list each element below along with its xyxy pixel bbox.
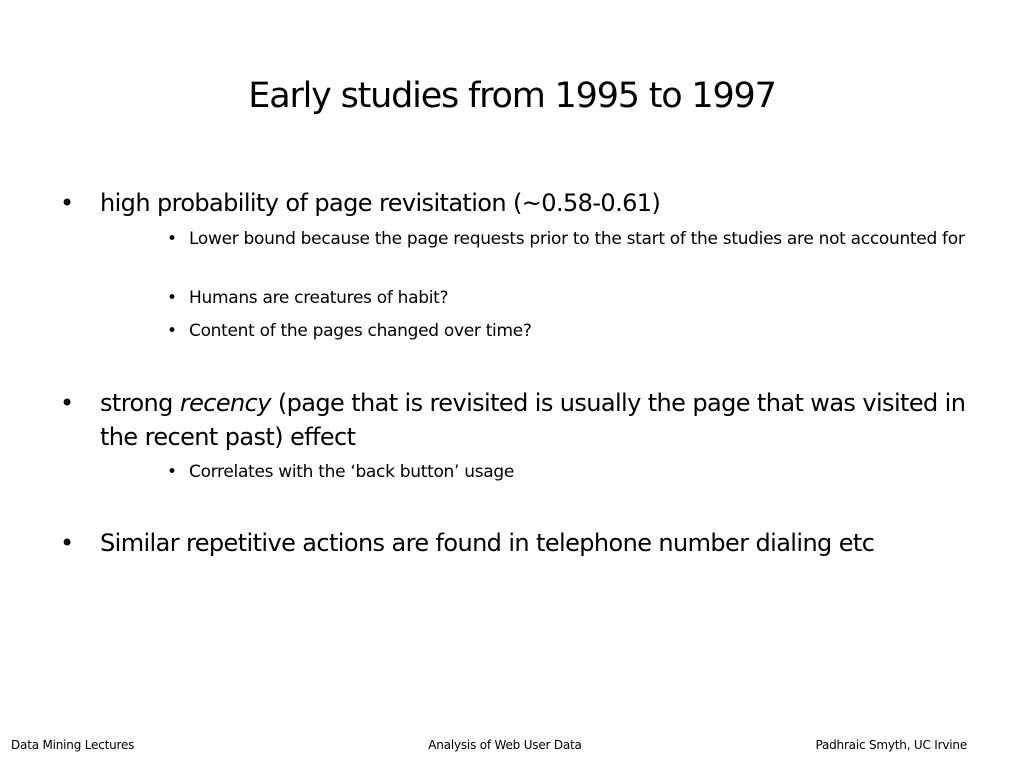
sub-bullet-text: Humans are creatures of habit? xyxy=(189,288,449,308)
sub-bullet-marker: • xyxy=(167,462,177,482)
sub-bullet-text: Content of the pages changed over time? xyxy=(189,321,532,341)
slide-title: Early studies from 1995 to 1997 xyxy=(248,76,776,116)
bullet-marker: • xyxy=(60,189,74,217)
bullet-marker: • xyxy=(60,389,74,417)
sub-bullet-text: Lower bound because the page requests prior to the start of the studies are not accounted for xyxy=(189,229,965,249)
footer-author: Padhraic Smyth, UC Irvine xyxy=(815,738,967,752)
footer-course: Data Mining Lectures xyxy=(11,738,135,752)
bullet-emphasis: recency xyxy=(179,389,271,417)
bullet-text-prefix: strong xyxy=(100,389,180,417)
sub-bullet-item xyxy=(167,226,979,253)
bullet-marker: • xyxy=(60,529,74,557)
bullet-text: high probability of page revisitation (~0.58-0.61) xyxy=(100,189,661,217)
sub-bullet-marker: • xyxy=(167,229,177,249)
sub-bullet-item xyxy=(167,285,979,312)
bullet-text-suffix: (page that is revisited is usually the page that was visited in the recent past) effect xyxy=(100,389,966,451)
bullet-text: Similar repetitive actions are found in telephone number dialing etc xyxy=(100,529,875,557)
sub-bullet-marker: • xyxy=(167,288,177,308)
bullet-item xyxy=(60,186,970,220)
sub-bullet-item xyxy=(167,459,979,486)
bullet-item xyxy=(60,526,970,560)
bullet-item xyxy=(60,386,970,454)
footer-topic: Analysis of Web User Data xyxy=(428,738,582,752)
sub-bullet-marker: • xyxy=(167,321,177,341)
sub-bullet-item xyxy=(167,318,979,345)
sub-bullet-text: Correlates with the ‘back button’ usage xyxy=(189,462,515,482)
